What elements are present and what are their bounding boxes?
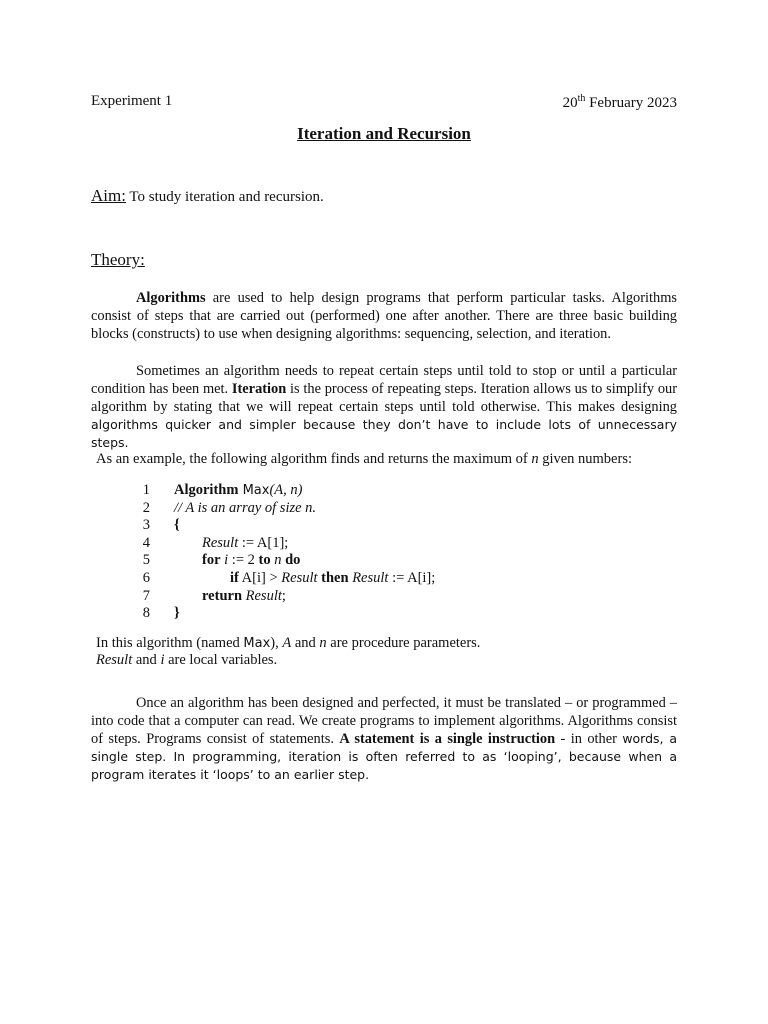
code-line: 8 } xyxy=(128,605,696,623)
figure-outro: In this algorithm (named Max), A and n are procedure parameters. Result and i are local variables. xyxy=(96,634,481,668)
page-title: Iteration and Recursion xyxy=(297,124,471,143)
experiment-date: 20th February 2023 xyxy=(562,93,677,111)
code-line xyxy=(128,500,696,518)
code-line: 5 for i := 2 to n do xyxy=(128,552,696,570)
line-number: 4 xyxy=(142,534,150,551)
line-number: 6 xyxy=(142,569,150,586)
pseudocode-block xyxy=(128,482,696,623)
paragraph-iteration: Sometimes an algorithm needs to repeat certain steps until told to stop or until a particular condition has been met. Iteration is the process of repeating steps. Iteration allows us to simplify our algorithm by stating that we will repeat certain steps until told otherwise. This makes designing algorithms quicker and simpler because they don’t have to include lots of unnecessary steps. xyxy=(91,363,677,450)
line-number: 1 xyxy=(142,482,150,498)
algorithm-figure xyxy=(96,451,696,669)
line-number: 5 xyxy=(142,552,150,569)
aim-text: To study iteration and recursion. xyxy=(125,189,324,205)
figure-intro: As an example, the following algorithm finds and returns the maximum of n given numbers: xyxy=(96,451,632,467)
paragraph-programs: Once an algorithm has been designed and perfected, it must be translated – or programmed – into code that a computer can read. We create programs to implement algorithms. Algorithms consist of steps. Programs consist of statements. A statement is a single instruction - in other words, a single step. In programming, iteration is often referred to as ‘looping’, because when a program iterates it ‘loops’ to an earlier step. xyxy=(91,695,677,782)
code-line: 7 return Result; xyxy=(128,588,696,606)
paragraph-algorithms: Algorithms are used to help design programs that perform particular tasks. Algorithms consist of steps that are carried out (performed) one after another. There are three basic building blocks (constructs) to use when designing algorithms: sequencing, selection, and iteration. xyxy=(91,290,677,342)
line-number: 7 xyxy=(142,587,150,604)
line-number: 3 xyxy=(142,517,150,534)
line-number: 8 xyxy=(142,605,150,622)
code-line: 1 Algorithm Max(A, n) xyxy=(128,482,696,500)
code-comment: // A is an array of size n. xyxy=(174,499,317,516)
experiment-label: Experiment 1 xyxy=(91,93,173,109)
code-line: 3 { xyxy=(128,517,696,535)
code-line: 4 Result := A[1]; xyxy=(128,535,696,553)
code-line: 6 if A[i] > Result then Result := A[i]; xyxy=(128,570,696,588)
aim-section xyxy=(91,186,324,206)
page-header xyxy=(91,93,677,112)
line-number: 2 xyxy=(142,499,150,516)
theory-heading: Theory: xyxy=(91,250,145,269)
aim-heading: Aim: xyxy=(91,186,126,205)
